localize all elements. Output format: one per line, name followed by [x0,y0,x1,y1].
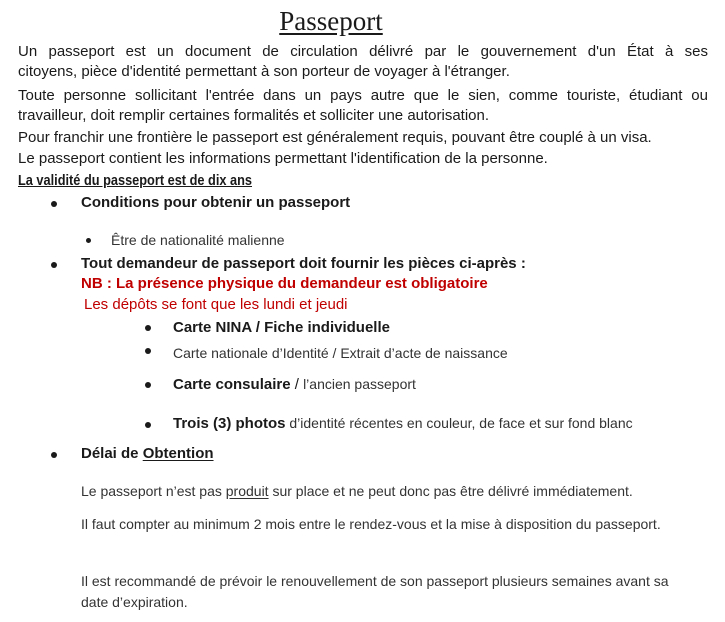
conditions-heading: Conditions pour obtenir un passeport [81,194,351,211]
document-item-photos [173,415,633,432]
document-item-nina [173,319,390,336]
intro-paragraph-2-line-2: travailleur, doit remplir certaines formalités et solliciter une autorisation. [18,107,490,124]
bullet-icon [51,262,57,268]
validity-heading: La validité du passeport est de dix ans [18,173,253,189]
delay-paragraph-1-underlined: produit [225,483,269,499]
document-item-consular-label: Carte consulaire [173,376,291,393]
document-item-consular-alt: l’ancien passeport [303,376,416,392]
bullet-icon [145,348,151,354]
bullet-icon [145,325,151,331]
intro-paragraph-3: Pour franchir une frontière le passeport est généralement requis, pouvant être couplé à un visa. [18,129,652,146]
page-title: Passeport [279,6,383,36]
documents-heading: Tout demandeur de passeport doit fournir les pièces ci-après : [81,255,526,272]
document-item-nina-label: Carte NINA / Fiche individuelle [173,319,390,336]
bullet-icon [145,382,151,388]
delay-paragraph-2: Il faut compter au minimum 2 mois entre le rendez-vous et la mise à disposition du passeport. [81,516,661,532]
bullet-icon [86,238,91,243]
delay-heading-prefix: Délai de [81,445,143,462]
delay-paragraph-1 [81,481,711,502]
delay-heading [81,445,214,462]
intro-paragraph-2-line-1: Toute personne sollicitant l'entrée dans un pays autre que le sien, comme touriste, étudiant ou [18,87,708,104]
document-item-consular-separator: / [290,376,304,393]
delay-paragraph-3: Il est recommandé de prévoir le renouvellement de son passeport plusieurs semaines avant sa date d’expiration. [81,573,669,610]
document-item-photos-label: Trois (3) photos [173,415,286,432]
document-item-photos-detail: d’identité récentes en couleur, de face et sur fond blanc [285,415,633,431]
condition-item-nationality: Être de nationalité malienne [111,232,285,248]
bullet-icon [51,201,57,207]
delay-paragraph-1-end: sur place et ne peut donc pas être délivré immédiatement. [268,483,633,499]
intro-paragraph-1-line-1: Un passeport est un document de circulation délivré par le gouvernement d'un État à ses [18,43,708,60]
nb-notice: NB : La présence physique du demandeur est obligatoire [81,275,488,292]
bullet-icon [145,422,151,428]
document-item-id-card: Carte nationale d’Identité / Extrait d’acte de naissance [173,345,508,361]
intro-paragraph-1-line-2: citoyens, pièce d'identité permettant à son porteur de voyager à l'étranger. [18,63,510,80]
delay-paragraph-1-start: Le passeport n’est pas [81,483,226,499]
intro-paragraph-4: Le passeport contient les informations permettant l'identification de la personne. [18,150,548,167]
deposit-days-notice: Les dépôts se font que les lundi et jeudi [84,296,348,313]
document-item-consular [173,376,416,393]
delay-heading-link: Obtention [142,445,214,462]
bullet-icon [51,452,57,458]
